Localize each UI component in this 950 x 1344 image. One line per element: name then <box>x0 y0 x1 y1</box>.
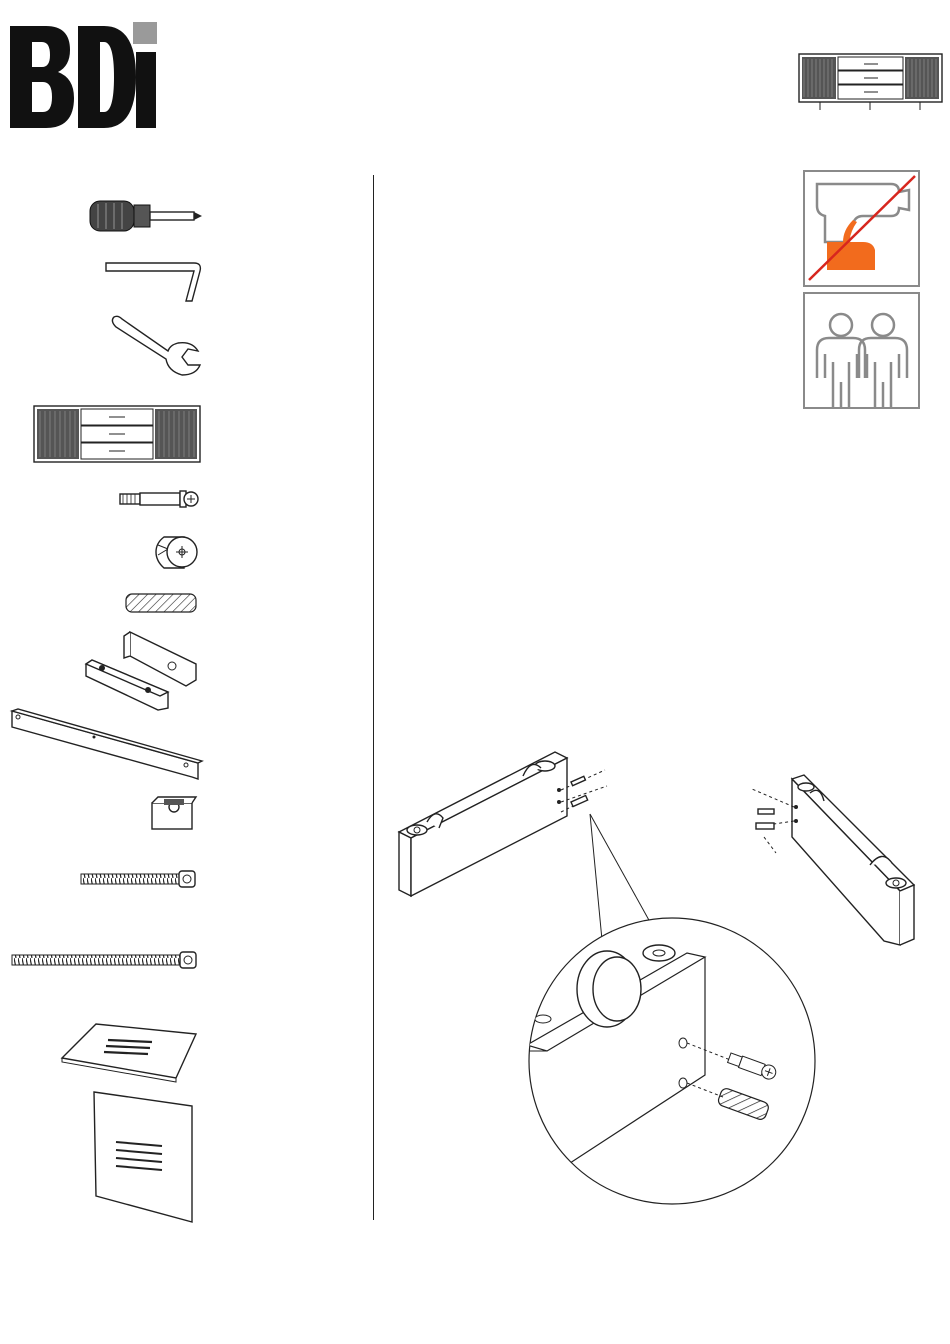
two-person-icon <box>803 292 920 409</box>
allen-key-icon <box>104 257 204 305</box>
wood-dowel-icon <box>124 592 200 614</box>
cabinet-front-icon <box>33 405 201 463</box>
panel-icon <box>92 1090 194 1226</box>
wrench-icon <box>108 313 203 378</box>
felt-pad-icon <box>60 1022 200 1082</box>
screwdriver-icon <box>88 195 203 237</box>
leg-rails-icon <box>84 630 202 710</box>
detail-zoom-circle <box>527 915 817 1207</box>
credenza-thumbnail <box>798 53 943 111</box>
cam-bolt-icon <box>118 487 200 511</box>
short-rail-icon <box>150 795 196 830</box>
left-leg-assembly <box>395 748 610 898</box>
long-rail-icon <box>10 707 202 781</box>
cam-lock-icon <box>154 535 200 570</box>
long-bolt-icon <box>10 948 200 972</box>
no-power-drill-icon <box>803 170 920 287</box>
bdi-logo <box>8 22 158 132</box>
column-divider <box>373 175 374 1220</box>
medium-bolt-icon <box>79 868 199 890</box>
